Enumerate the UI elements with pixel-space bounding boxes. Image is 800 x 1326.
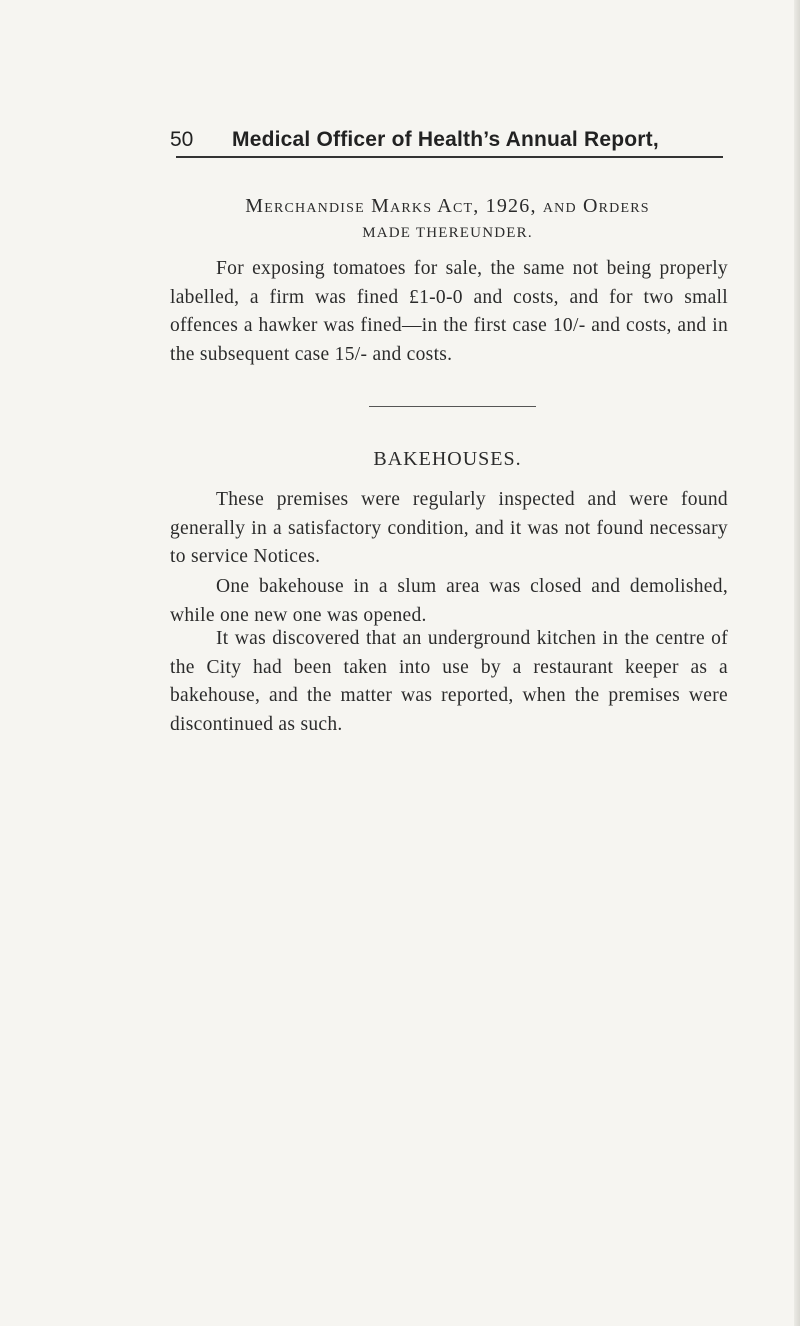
header-rule: [176, 156, 723, 158]
merchandise-marks-paragraph: For exposing tomatoes for sale, the same not being properly labelled, a firm was fined £1-0-0 and costs, and for two small offences a hawker was fined—in the first case 10/- and costs, and in the subsequent case 15/- and costs.: [170, 258, 728, 365]
bakehouses-paragraph-slum-area: One bakehouse in a slum area was closed and demolished, while one new one was opened.: [170, 576, 728, 626]
page-number: 50: [170, 128, 194, 151]
report-title: Medical Officer of Health’s Annual Report,: [232, 128, 659, 151]
bakehouses-paragraph-underground-kitchen: It was discovered that an underground kitchen in the centre of the City had been taken into use by a restaurant keeper as a bakehouse, and the matter was reported, when the premises were discontinued as such.: [170, 628, 728, 735]
running-header: [170, 128, 725, 158]
page-edge-shadow: [794, 0, 800, 1326]
bakehouses-heading: BAKEHOUSES.: [373, 448, 522, 470]
section-divider: [369, 406, 536, 407]
bakehouses-paragraph-inspections: These premises were regularly inspected and were found generally in a satisfactory condition, and it was not found necessary to service Notices.: [170, 489, 728, 567]
merchandise-marks-subheading: MADE THEREUNDER.: [362, 225, 533, 241]
merchandise-marks-heading: Merchandise Marks Act, 1926, and Orders: [245, 195, 650, 217]
